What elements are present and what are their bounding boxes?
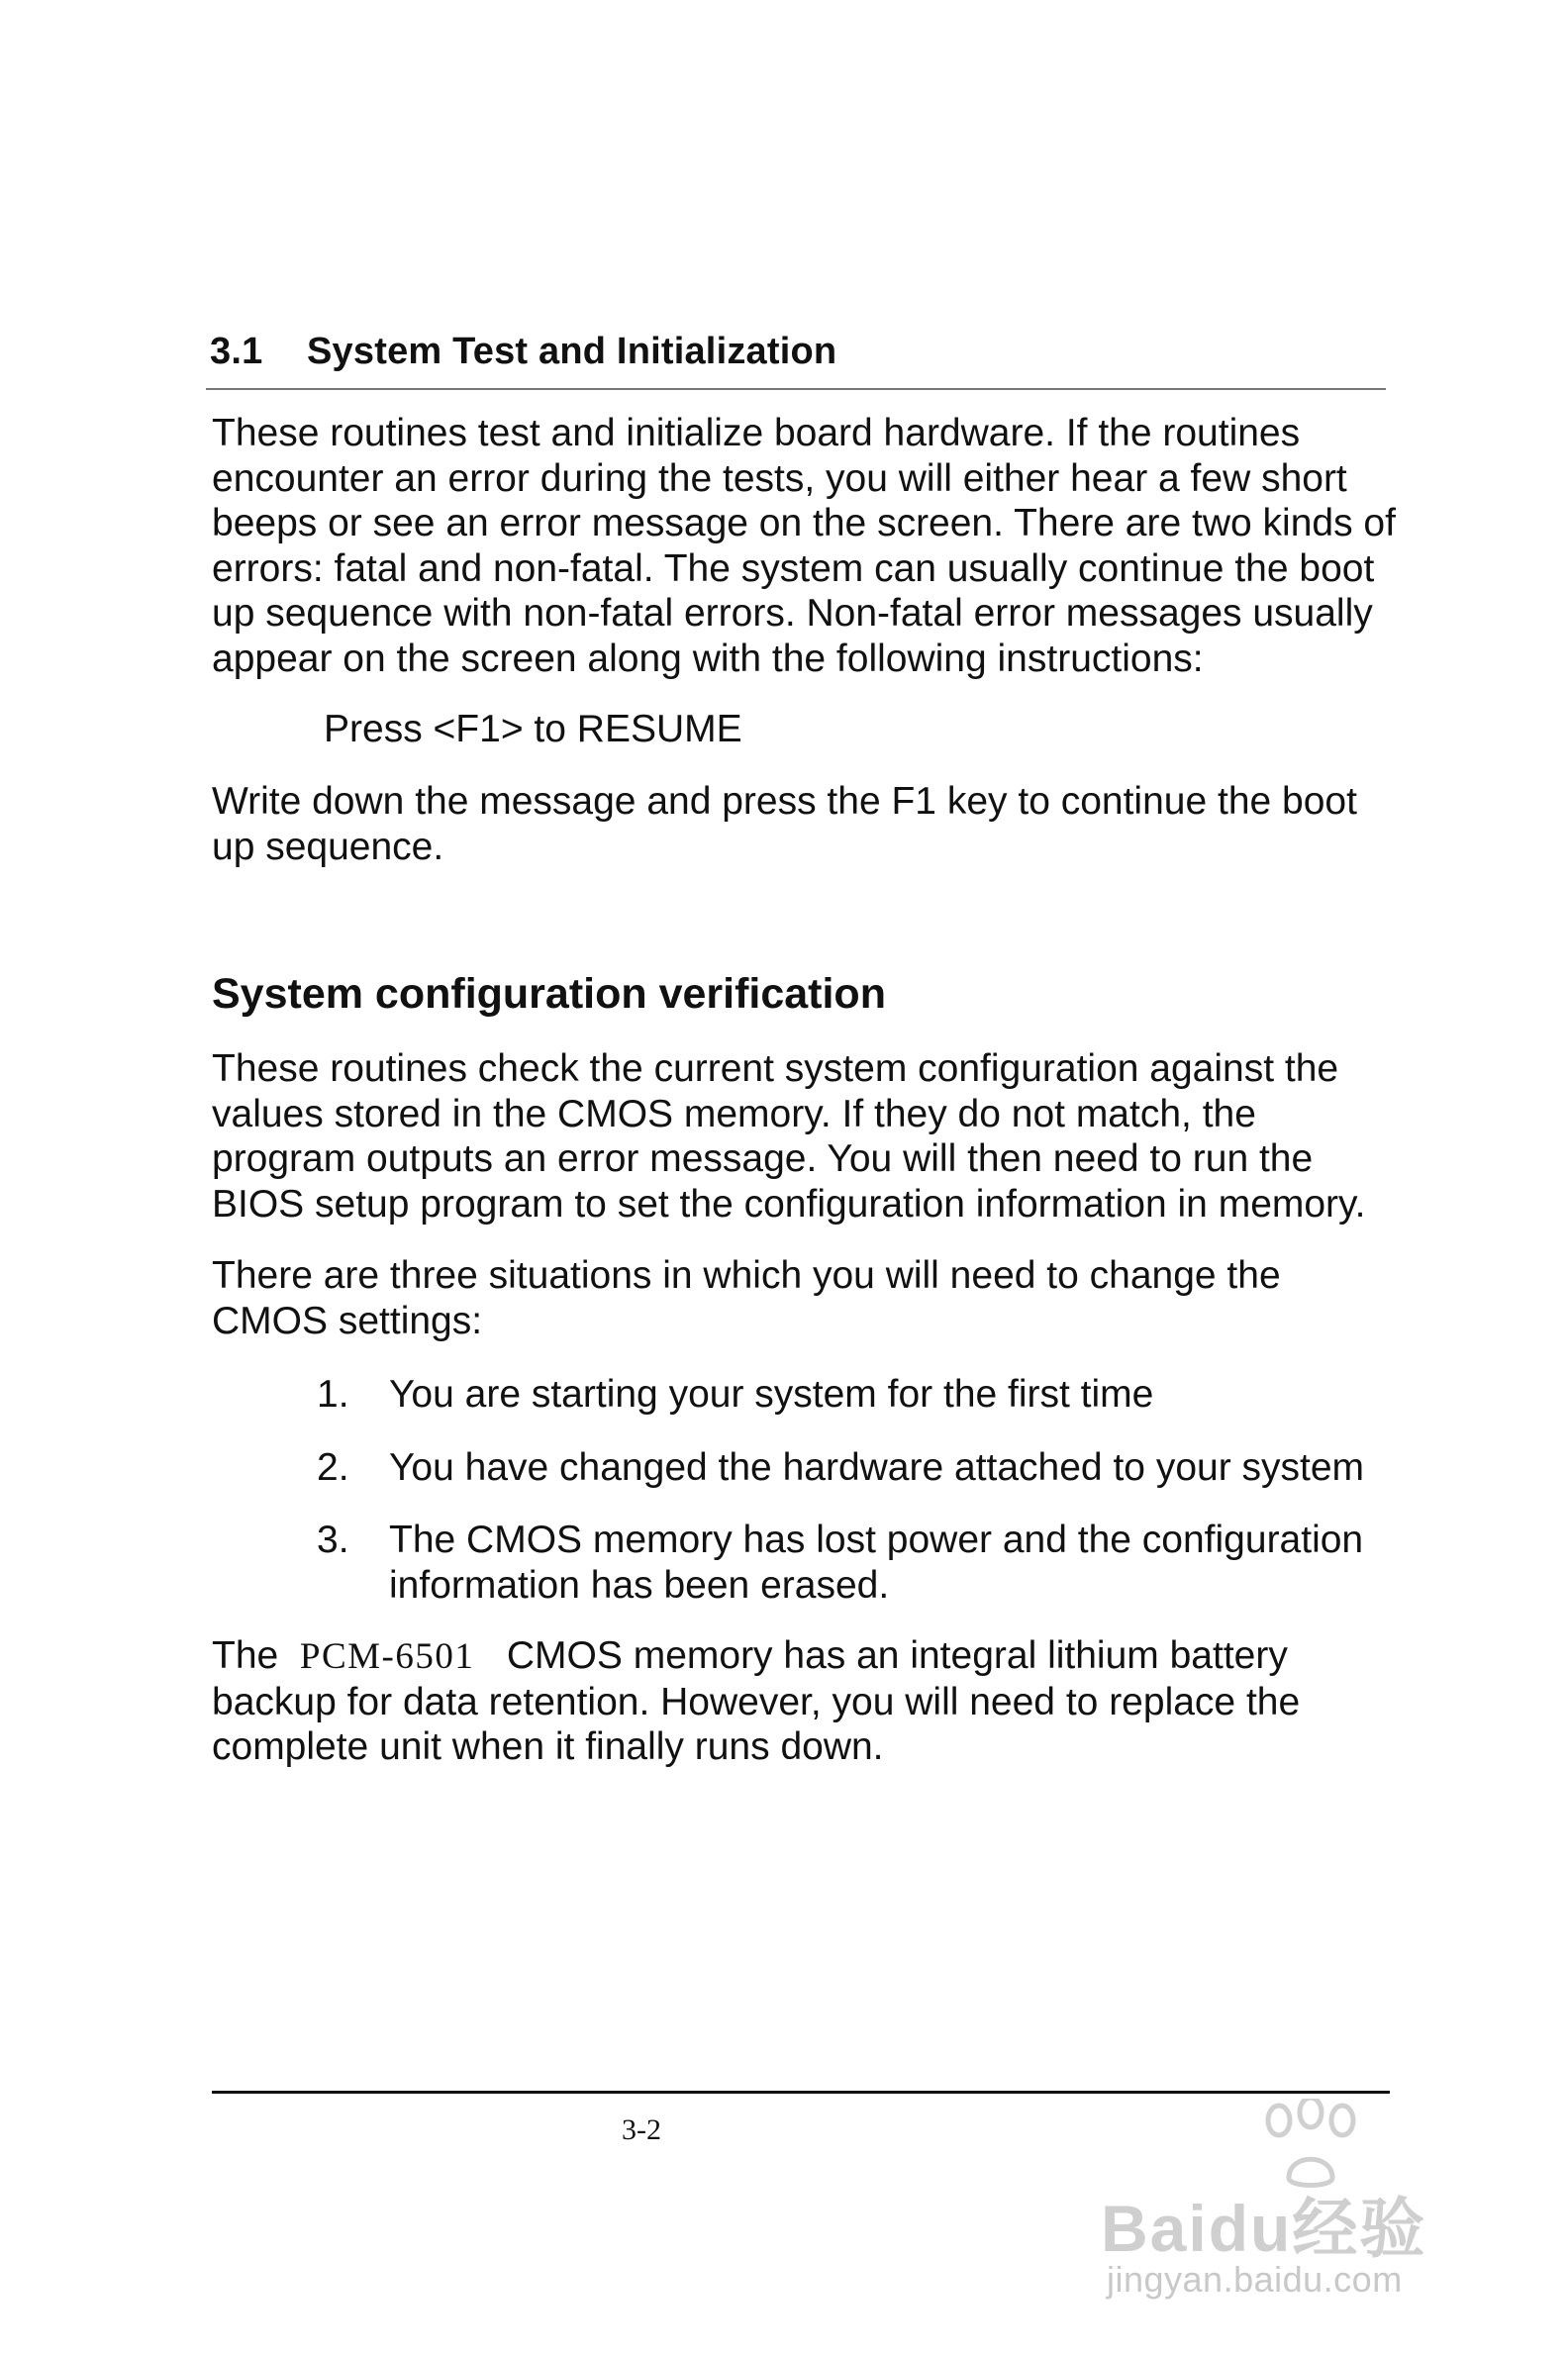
footer-divider (212, 2091, 1390, 2094)
heading-divider (206, 388, 1386, 390)
section-title: System Test and Initialization (307, 331, 837, 372)
after-command-paragraph: Write down the message and press the F1 key to continue the boot up sequence. (212, 780, 1357, 868)
battery-paragraph (212, 1633, 1400, 1770)
list-item-number: 2. (317, 1446, 349, 1489)
model-name: PCM-6501 (299, 1636, 475, 1677)
intro-paragraph: These routines test and initialize board hardware. If the routines encounter an error during the tests, you will either hear a few short beeps or see an error message on the screen. There are two kinds of errors: fatal and non-fatal. The system can usually continue the boot up sequence with non-fatal errors. Non-fatal error messages usually appear on the screen along with the following instructions: (212, 412, 1396, 680)
section-number: 3.1 (210, 331, 263, 372)
situations-paragraph: There are three situations in which you will need to change the CMOS settings: (212, 1254, 1281, 1342)
watermark-url: jingyan.baidu.com (1107, 2259, 1403, 2300)
verification-paragraph: These routines check the current system configuration against the values stored in the CMOS memory. If they do not match, the program outputs an error message. You will then need to run the BIOS setup program to set the configuration information in memory. (212, 1047, 1366, 1226)
baidu-watermark (1101, 2099, 1477, 2307)
list-item-number: 3. (317, 1519, 349, 1561)
watermark-brand: Baidu经验 (1101, 2192, 1427, 2265)
resume-instruction: Press <F1> to RESUME (324, 708, 742, 750)
battery-paragraph-text: CMOS memory has an integral lithium battery backup for data retention. However, you will need to replace the complete unit when it finally runs down. (212, 1634, 1301, 1768)
paw-icon (1249, 2099, 1378, 2188)
list-item-text: You have changed the hardware attached to your system (389, 1446, 1365, 1489)
list-item-text: The CMOS memory has lost power and the configuration information has been erased. (389, 1519, 1364, 1607)
list-item-text: You are starting your system for the first time (389, 1373, 1154, 1416)
battery-paragraph-prefix: The (212, 1634, 279, 1677)
subsection-title: System configuration verification (212, 970, 886, 1018)
page-number: 3-2 (622, 2113, 661, 2146)
list-item-number: 1. (317, 1373, 349, 1416)
section-heading (210, 331, 836, 373)
